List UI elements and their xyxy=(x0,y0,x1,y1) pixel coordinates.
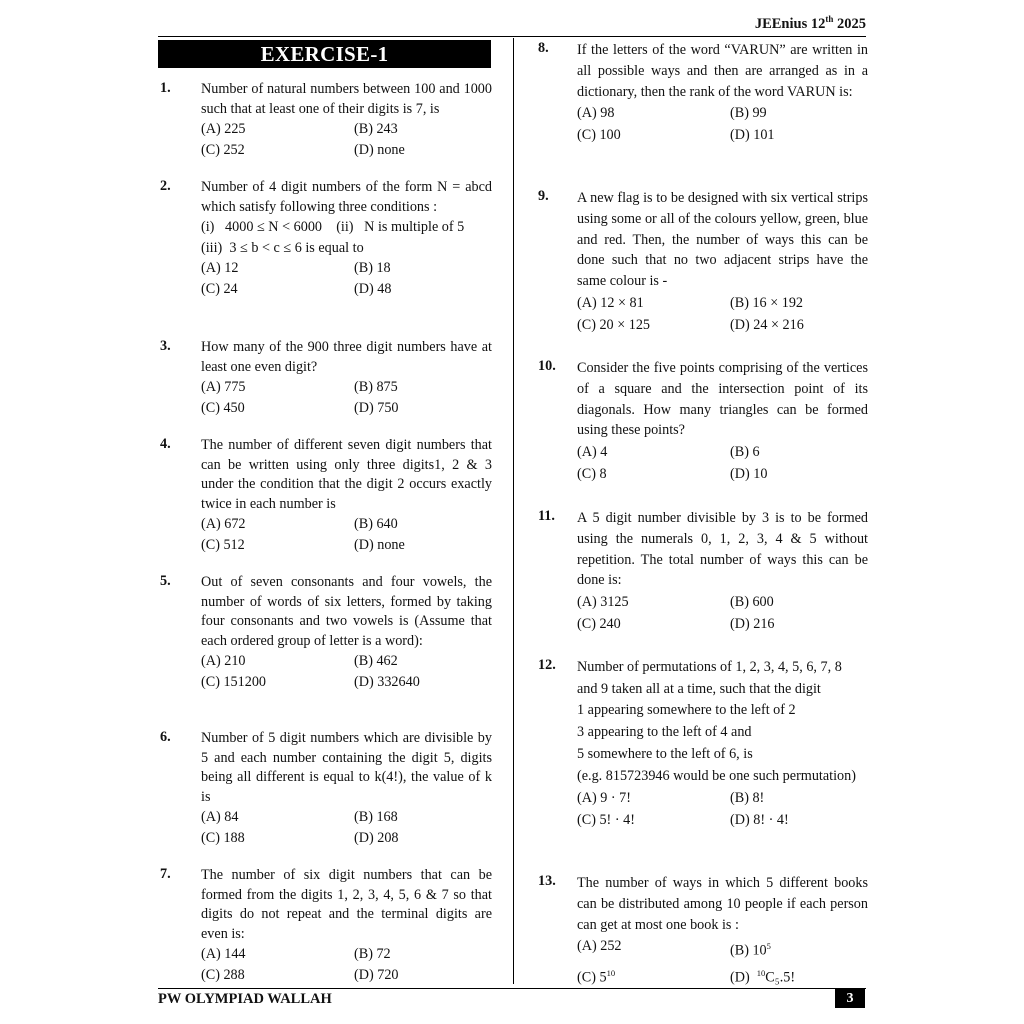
option-b: (B) 875 xyxy=(354,379,398,395)
option-d: (D) 8! · 4! xyxy=(730,812,789,829)
option-a: (A) 775 xyxy=(201,379,246,395)
option-d: (D) 48 xyxy=(354,280,392,297)
option-a: (A) 98 xyxy=(577,105,615,122)
option-c: (C) 240 xyxy=(577,616,621,633)
option-b: (B) 6 xyxy=(730,444,760,461)
question-number: 8. xyxy=(538,40,549,56)
option-a: (A) 144 xyxy=(201,946,246,962)
option-a: (A) 210 xyxy=(201,653,246,669)
option-d: (D) 208 xyxy=(354,829,399,846)
question-text: A 5 digit number divisible by 3 is to be formed using the numerals 0, 1, 2, 3, 4 & 5 without repetition. The total number of ways this can be done is: xyxy=(577,510,868,589)
question-number: 1. xyxy=(160,80,171,96)
option-c: (C) 512 xyxy=(201,536,245,553)
question-text: Number of 5 digit numbers which are divisible by 5 and each number containing the digit 5, digits being all different is equal to k(4!), the value of k is xyxy=(201,730,492,805)
question-text-line: 1 appearing somewhere to the left of 2 xyxy=(577,702,796,719)
option-c: (C) 5! · 4! xyxy=(577,812,635,829)
question-text: The number of six digit numbers that can be formed from the digits 1, 2, 3, 4, 5, 6 & 7 so that digits do not repeat and the terminal digits are even is: xyxy=(201,867,492,942)
question-number: 3. xyxy=(160,338,171,354)
page-header: JEEnius 12th 2025 xyxy=(754,14,866,32)
option-b: (B) 640 xyxy=(354,516,398,532)
question-text: Number of natural numbers between 100 and 1000 such that at least one of their digits is 7, is xyxy=(201,81,492,117)
option-a: (A) 4 xyxy=(577,444,608,461)
option-c: (C) 100 xyxy=(577,127,621,144)
option-a: (A) 12 × 81 xyxy=(577,294,644,311)
question-text: The number of different seven digit numbers that can be written using only three digits1, 2 & 3 under the condition that the digit 2 occurs exactly twice in each number is xyxy=(201,437,492,512)
footer-brand: PW OLYMPIAD WALLAH xyxy=(158,991,332,1007)
option-c: (C) 20 × 125 xyxy=(577,316,651,333)
column-divider xyxy=(513,38,514,984)
option-b: (B) 243 xyxy=(354,121,398,137)
option-c: (C) 188 xyxy=(201,829,245,846)
page-number: 3 xyxy=(835,989,865,1008)
option-a: (A) 12 xyxy=(201,260,239,276)
question-number: 9. xyxy=(538,188,549,204)
option-b: (B) 462 xyxy=(354,653,398,669)
option-d: (D) $^{10}$C₅.5! xyxy=(730,968,796,986)
question-number: 4. xyxy=(160,436,171,452)
option-d: (D) 332640 xyxy=(354,673,420,690)
option-c: (C) 450 xyxy=(201,399,245,416)
option-a: (A) 3125 xyxy=(577,594,629,611)
top-rule xyxy=(158,36,866,37)
question-number: 12. xyxy=(538,657,556,673)
option-a: (A) 84 xyxy=(201,809,239,825)
question-text: The number of ways in which 5 different books can be distributed among 10 people if each person can get at most one book is : xyxy=(577,875,868,933)
option-c: (C) 24 xyxy=(201,280,238,297)
question-text: How many of the 900 three digit numbers have at least one even digit? xyxy=(201,339,492,375)
option-c: (C) $5^{10}$ xyxy=(577,968,616,986)
option-b: (B) 72 xyxy=(354,946,391,962)
question-number: 5. xyxy=(160,573,171,589)
option-a: (A) 9 · 7! xyxy=(577,790,631,807)
question-text: Number of 4 digit numbers of the form N = abcd which satisfy following three conditions : xyxy=(201,179,492,215)
question-number: 10. xyxy=(538,358,556,374)
question-number: 7. xyxy=(160,866,171,882)
option-b: (B) 600 xyxy=(730,594,774,611)
question-text: Out of seven consonants and four vowels, the number of words of six letters, formed by taking four consonants and two vowels is (Assume that each ordered group of letter is a word): xyxy=(201,574,492,649)
question-number: 6. xyxy=(160,729,171,745)
option-b: (B) $10^5$ xyxy=(730,941,771,960)
option-c: (C) 252 xyxy=(201,141,245,158)
question-text: Consider the five points comprising of the vertices of a square and the intersection point of its diagonals. How many triangles can be formed using these points? xyxy=(577,360,868,439)
option-d: (D) 101 xyxy=(730,127,775,144)
option-d: (D) 720 xyxy=(354,966,399,983)
option-b: (B) 18 xyxy=(354,260,391,276)
option-d: (D) 10 xyxy=(730,466,768,483)
question-text: If the letters of the word “VARUN” are written in all possible ways and then are arranged as in a dictionary, then the rank of the word VARUN is: xyxy=(577,42,868,100)
option-d: (D) 216 xyxy=(730,616,775,633)
option-b: (B) 99 xyxy=(730,105,767,122)
question-number: 13. xyxy=(538,873,556,889)
option-a: (A) 225 xyxy=(201,121,246,137)
exercise-banner: EXERCISE-1 xyxy=(158,40,491,68)
question-text: A new flag is to be designed with six vertical strips using some or all of the colours yellow, green, blue and red. Then, the number of ways this can be done such that no two adjacent strips have the same colour is - xyxy=(577,190,868,290)
option-b: (B) 168 xyxy=(354,809,398,825)
option-a: (A) 252 xyxy=(577,938,622,955)
question-text-line: 5 somewhere to the left of 6, is xyxy=(577,745,753,762)
question-text-line: 3 appearing to the left of 4 and xyxy=(577,724,752,741)
option-c: (C) 288 xyxy=(201,966,245,983)
question-text-line: (e.g. 815723946 would be one such permutation) xyxy=(577,767,856,784)
condition-line: (i) 4000 ≤ N < 6000 (ii) N is multiple of 5 xyxy=(201,219,465,235)
option-d: (D) none xyxy=(354,141,405,158)
condition-line: (iii) 3 ≤ b < c ≤ 6 is equal to xyxy=(201,239,364,256)
bottom-rule xyxy=(158,988,866,989)
option-d: (D) none xyxy=(354,536,405,553)
question-number: 11. xyxy=(538,508,555,524)
option-b: (B) 8! xyxy=(730,790,765,807)
option-b: (B) 16 × 192 xyxy=(730,294,804,311)
option-c: (C) 151200 xyxy=(201,673,267,690)
option-c: (C) 8 xyxy=(577,466,607,483)
question-text-line: and 9 taken all at a time, such that the digit xyxy=(577,680,821,697)
option-a: (A) 672 xyxy=(201,516,246,532)
option-d: (D) 24 × 216 xyxy=(730,316,804,333)
option-d: (D) 750 xyxy=(354,399,399,416)
question-number: 2. xyxy=(160,178,171,194)
question-text-line: Number of permutations of 1, 2, 3, 4, 5, 6, 7, 8 xyxy=(577,659,842,675)
